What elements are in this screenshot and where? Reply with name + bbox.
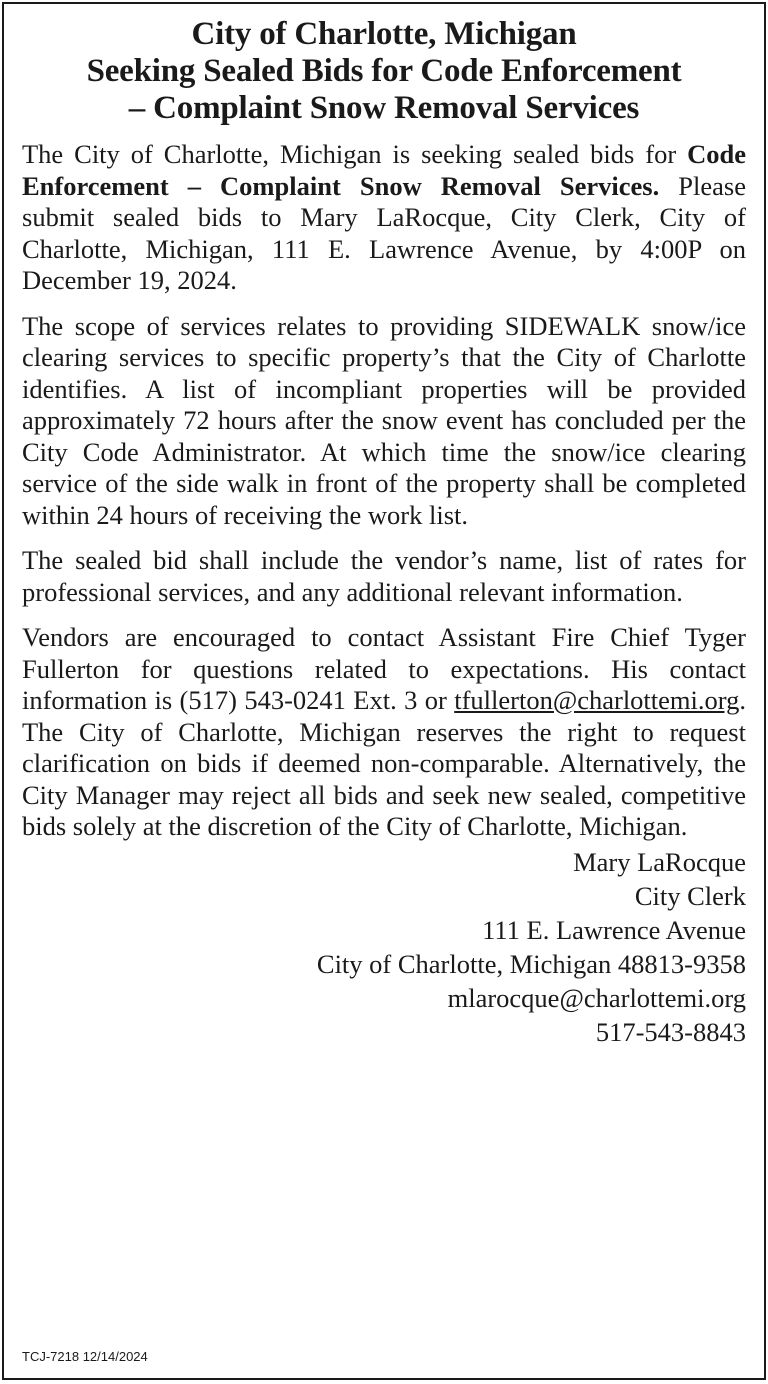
contact-rest: . The City of Charlotte, Michigan reserves the right to request clarification on bids if deemed non-comparable. Alternatively, the City Manager may reject all bids and seek new sealed, competitive bids solely at the discretion of the City of Charlotte, Michigan. (22, 685, 746, 841)
service-name: Code Enforcement – Complaint Snow Removal Services. (22, 139, 746, 201)
signature-block (22, 845, 746, 1049)
signer-name: Mary LaRocque (573, 846, 746, 877)
notice-title (22, 16, 746, 127)
intro-rest: Please submit sealed bids to Mary LaRocque, City Clerk, City of Charlotte, Michigan, 111 E. Lawrence Avenue, by 4:00P on December 19, 2024. (22, 170, 746, 295)
paragraph-contact (22, 622, 746, 843)
title-line-2: Seeking Sealed Bids for Code Enforcement (86, 53, 682, 89)
title-line-1: City of Charlotte, Michigan (191, 16, 577, 52)
contact-email-link[interactable]: tfullerton@charlottemi.org (454, 685, 740, 715)
signer-city: City of Charlotte, Michigan 48813-9358 (316, 948, 746, 979)
signer-email: mlarocque@charlottemi.org (447, 982, 746, 1013)
paragraph-requirements: The sealed bid shall include the vendor’s name, list of rates for professional services, and any additional relevant information. (22, 545, 746, 607)
signer-street: 111 E. Lawrence Avenue (482, 914, 746, 945)
signer-title: City Clerk (634, 880, 746, 911)
title-line-3: – Complaint Snow Removal Services (128, 90, 640, 126)
intro-text: The City of Charlotte, Michigan is seeking sealed bids for (22, 139, 688, 169)
publication-ref: TCJ-7218 12/14/2024 (22, 1349, 148, 1364)
paragraph-intro (22, 139, 746, 297)
signer-phone: 517-543-8843 (595, 1016, 746, 1047)
paragraph-scope: The scope of services relates to providing SIDEWALK snow/ice clearing services to specific property’s that the City of Charlotte identifies. A list of incompliant properties will be provided approximately 72 hours after the snow event has concluded per the City Code Administrator. At which time the snow/ice clearing service of the side walk in front of the property shall be completed within 24 hours of receiving the work list. (22, 310, 746, 530)
legal-notice (2, 2, 766, 1380)
contact-text: Vendors are encouraged to contact Assistant Fire Chief Tyger Fullerton for questions related to expectations. His contact information is (517) 543-0241 Ext. 3 or (22, 622, 746, 715)
